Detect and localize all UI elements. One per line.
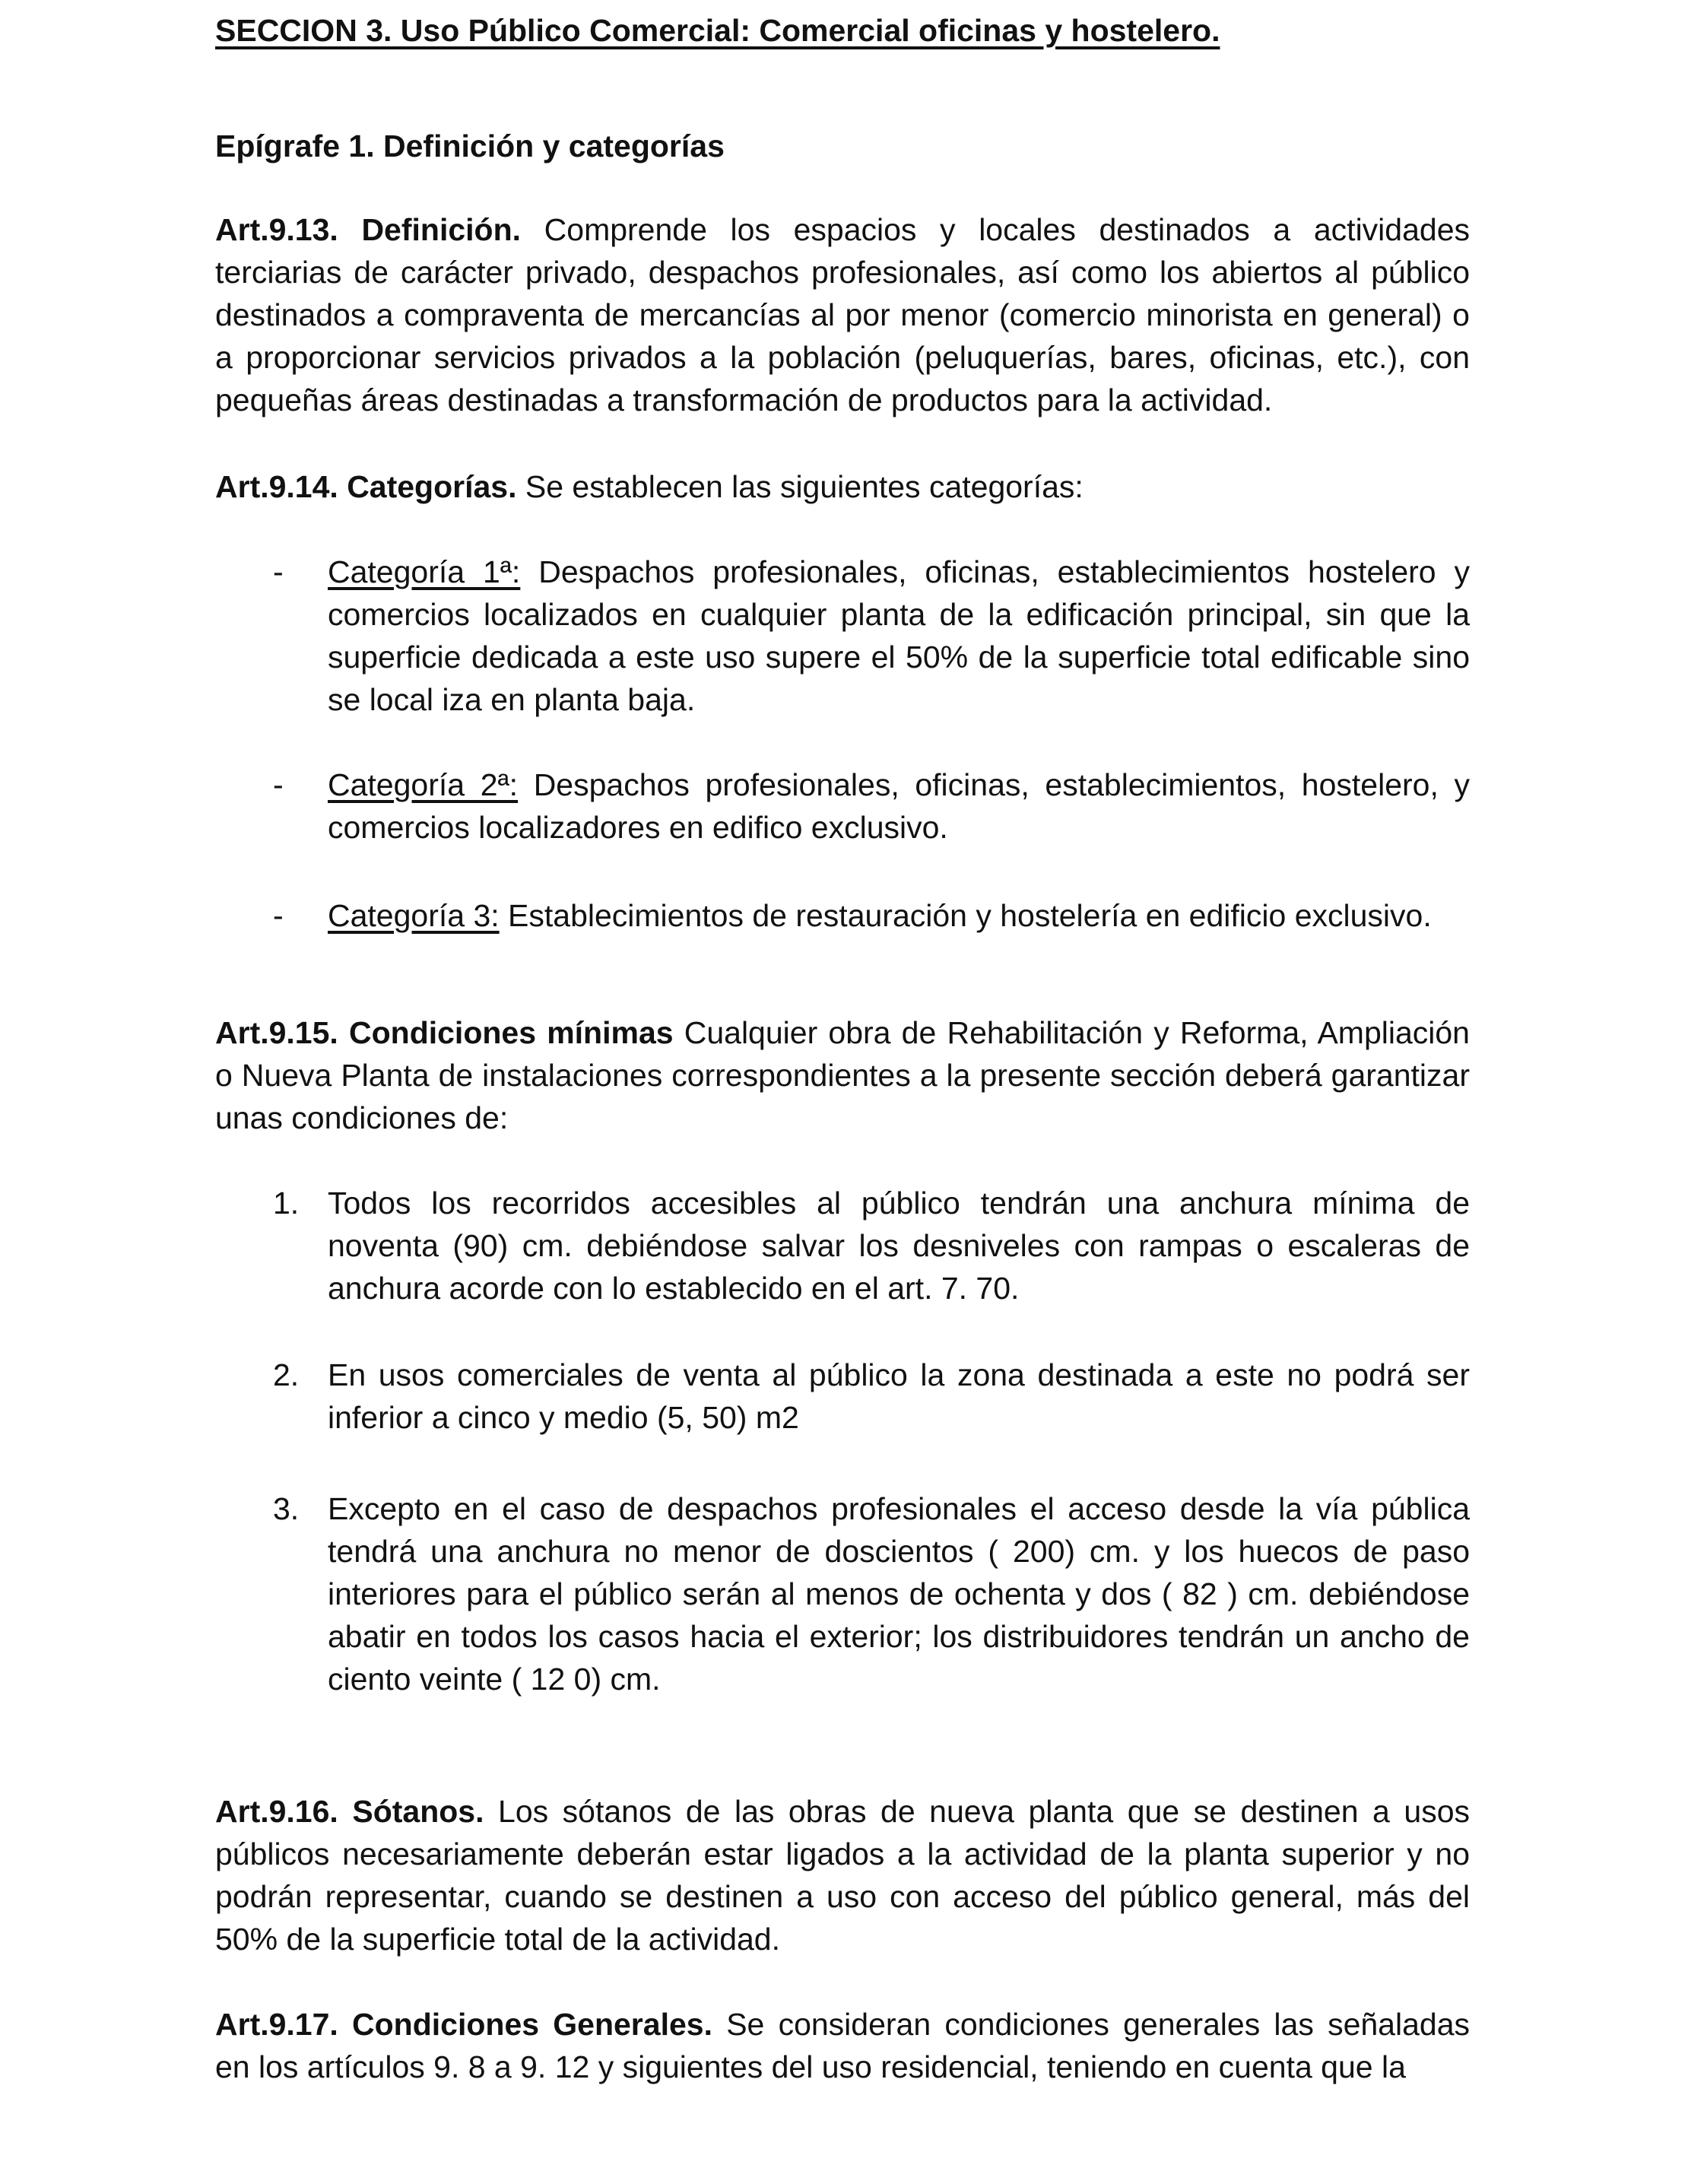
article-9-16 [215,1790,1470,1960]
article-9-14 [215,465,1470,508]
category-1-description: Despachos profesionales, oficinas, establecimientos hostelero y comercios localizados en cualquier planta de la edificación principal, sin que la superficie dedicada a este uso supere el 50% de la superficie total edificable sino se local iza en planta baja. [328,554,1470,717]
article-9-13-text: Comprende los espacios y locales destinados a actividades terciarias de carácter privado, despachos profesionales, así como los abiertos al público destinados a compraventa de mercancías al por menor (comercio minorista en general) o a proporcionar servicios privados a la población (peluquerías, bares, oficinas, etc.), con pequeñas áreas destinadas a transformación de productos para la actividad. [215,212,1470,417]
article-9-15 [215,1011,1470,1139]
condition-2-text: En usos comerciales de venta al público la zona destinada a este no podrá ser inferior a cinco y medio (5, 50) m2 [328,1357,1470,1435]
epigraph-title: Epígrafe 1. Definición y categorías [215,129,725,163]
article-9-13 [215,208,1470,421]
category-3-description: Establecimientos de restauración y hostelería en edificio exclusivo. [499,898,1432,933]
condition-number: 3. [273,1491,300,1526]
category-3-label: Categoría 3: [328,898,500,933]
article-9-15-heading: Art.9.15. Condiciones mínimas [215,1015,674,1050]
article-9-16-heading: Art.9.16. Sótanos. [215,1794,484,1829]
condition-number: 2. [273,1357,300,1392]
article-9-17-heading: Art.9.17. Condiciones Generales. [215,2007,712,2042]
category-1-text [328,551,1470,721]
article-9-17 [215,2003,1470,2088]
list-bullet: - [273,898,284,933]
condition-number: 1. [273,1186,300,1221]
article-9-13-heading: Art.9.13. Definición. [215,212,522,247]
article-9-17-text: Se consideran condiciones generales las señaladas en los artículos 9. 8 a 9. 12 y siguientes del uso residencial, teniendo en cuenta que la [215,2007,1470,2084]
category-2-label: Categoría 2ª: [328,767,519,802]
section-title: SECCION 3. Uso Público Comercial: Comercial oficinas y hostelero. [215,13,1220,48]
list-bullet: - [273,554,284,589]
category-2-description: Despachos profesionales, oficinas, establecimientos, hostelero, y comercios localizadores en edifico exclusivo. [328,767,1470,845]
article-9-14-text: Se establecen las siguientes categorías: [516,469,1084,504]
article-9-15-text: Cualquier obra de Rehabilitación y Reforma, Ampliación o Nueva Planta de instalaciones correspondientes a la presente sección deberá garantizar unas condiciones de: [215,1015,1470,1135]
article-9-14-heading: Art.9.14. Categorías. [215,469,517,504]
condition-1-text: Todos los recorridos accesibles al público tendrán una anchura mínima de noventa (90) cm. debiéndose salvar los desniveles con rampas o escaleras de anchura acorde con lo establecido en el art. 7. 70. [328,1186,1470,1306]
category-2-text [328,763,1470,849]
category-3-text [328,894,1470,937]
category-1-label: Categoría 1ª: [328,554,521,589]
list-bullet: - [273,767,284,802]
article-9-16-text: Los sótanos de las obras de nueva planta que se destinen a usos públicos necesariamente deberán estar ligados a la actividad de la planta superior y no podrán representar, cuando se destinen a uso con acceso del público general, más del 50% de la superficie total de la actividad. [215,1794,1471,1957]
condition-3-text: Excepto en el caso de despachos profesionales el acceso desde la vía pública tendrá una anchura no menor de doscientos ( 200) cm. y los huecos de paso interiores para el público serán al menos de ochenta y dos ( 82 ) cm. debiéndose abatir en todos los casos hacia el exterior; los distribuidores tendrán un ancho de ciento veinte ( 12 0) cm. [328,1491,1470,1697]
